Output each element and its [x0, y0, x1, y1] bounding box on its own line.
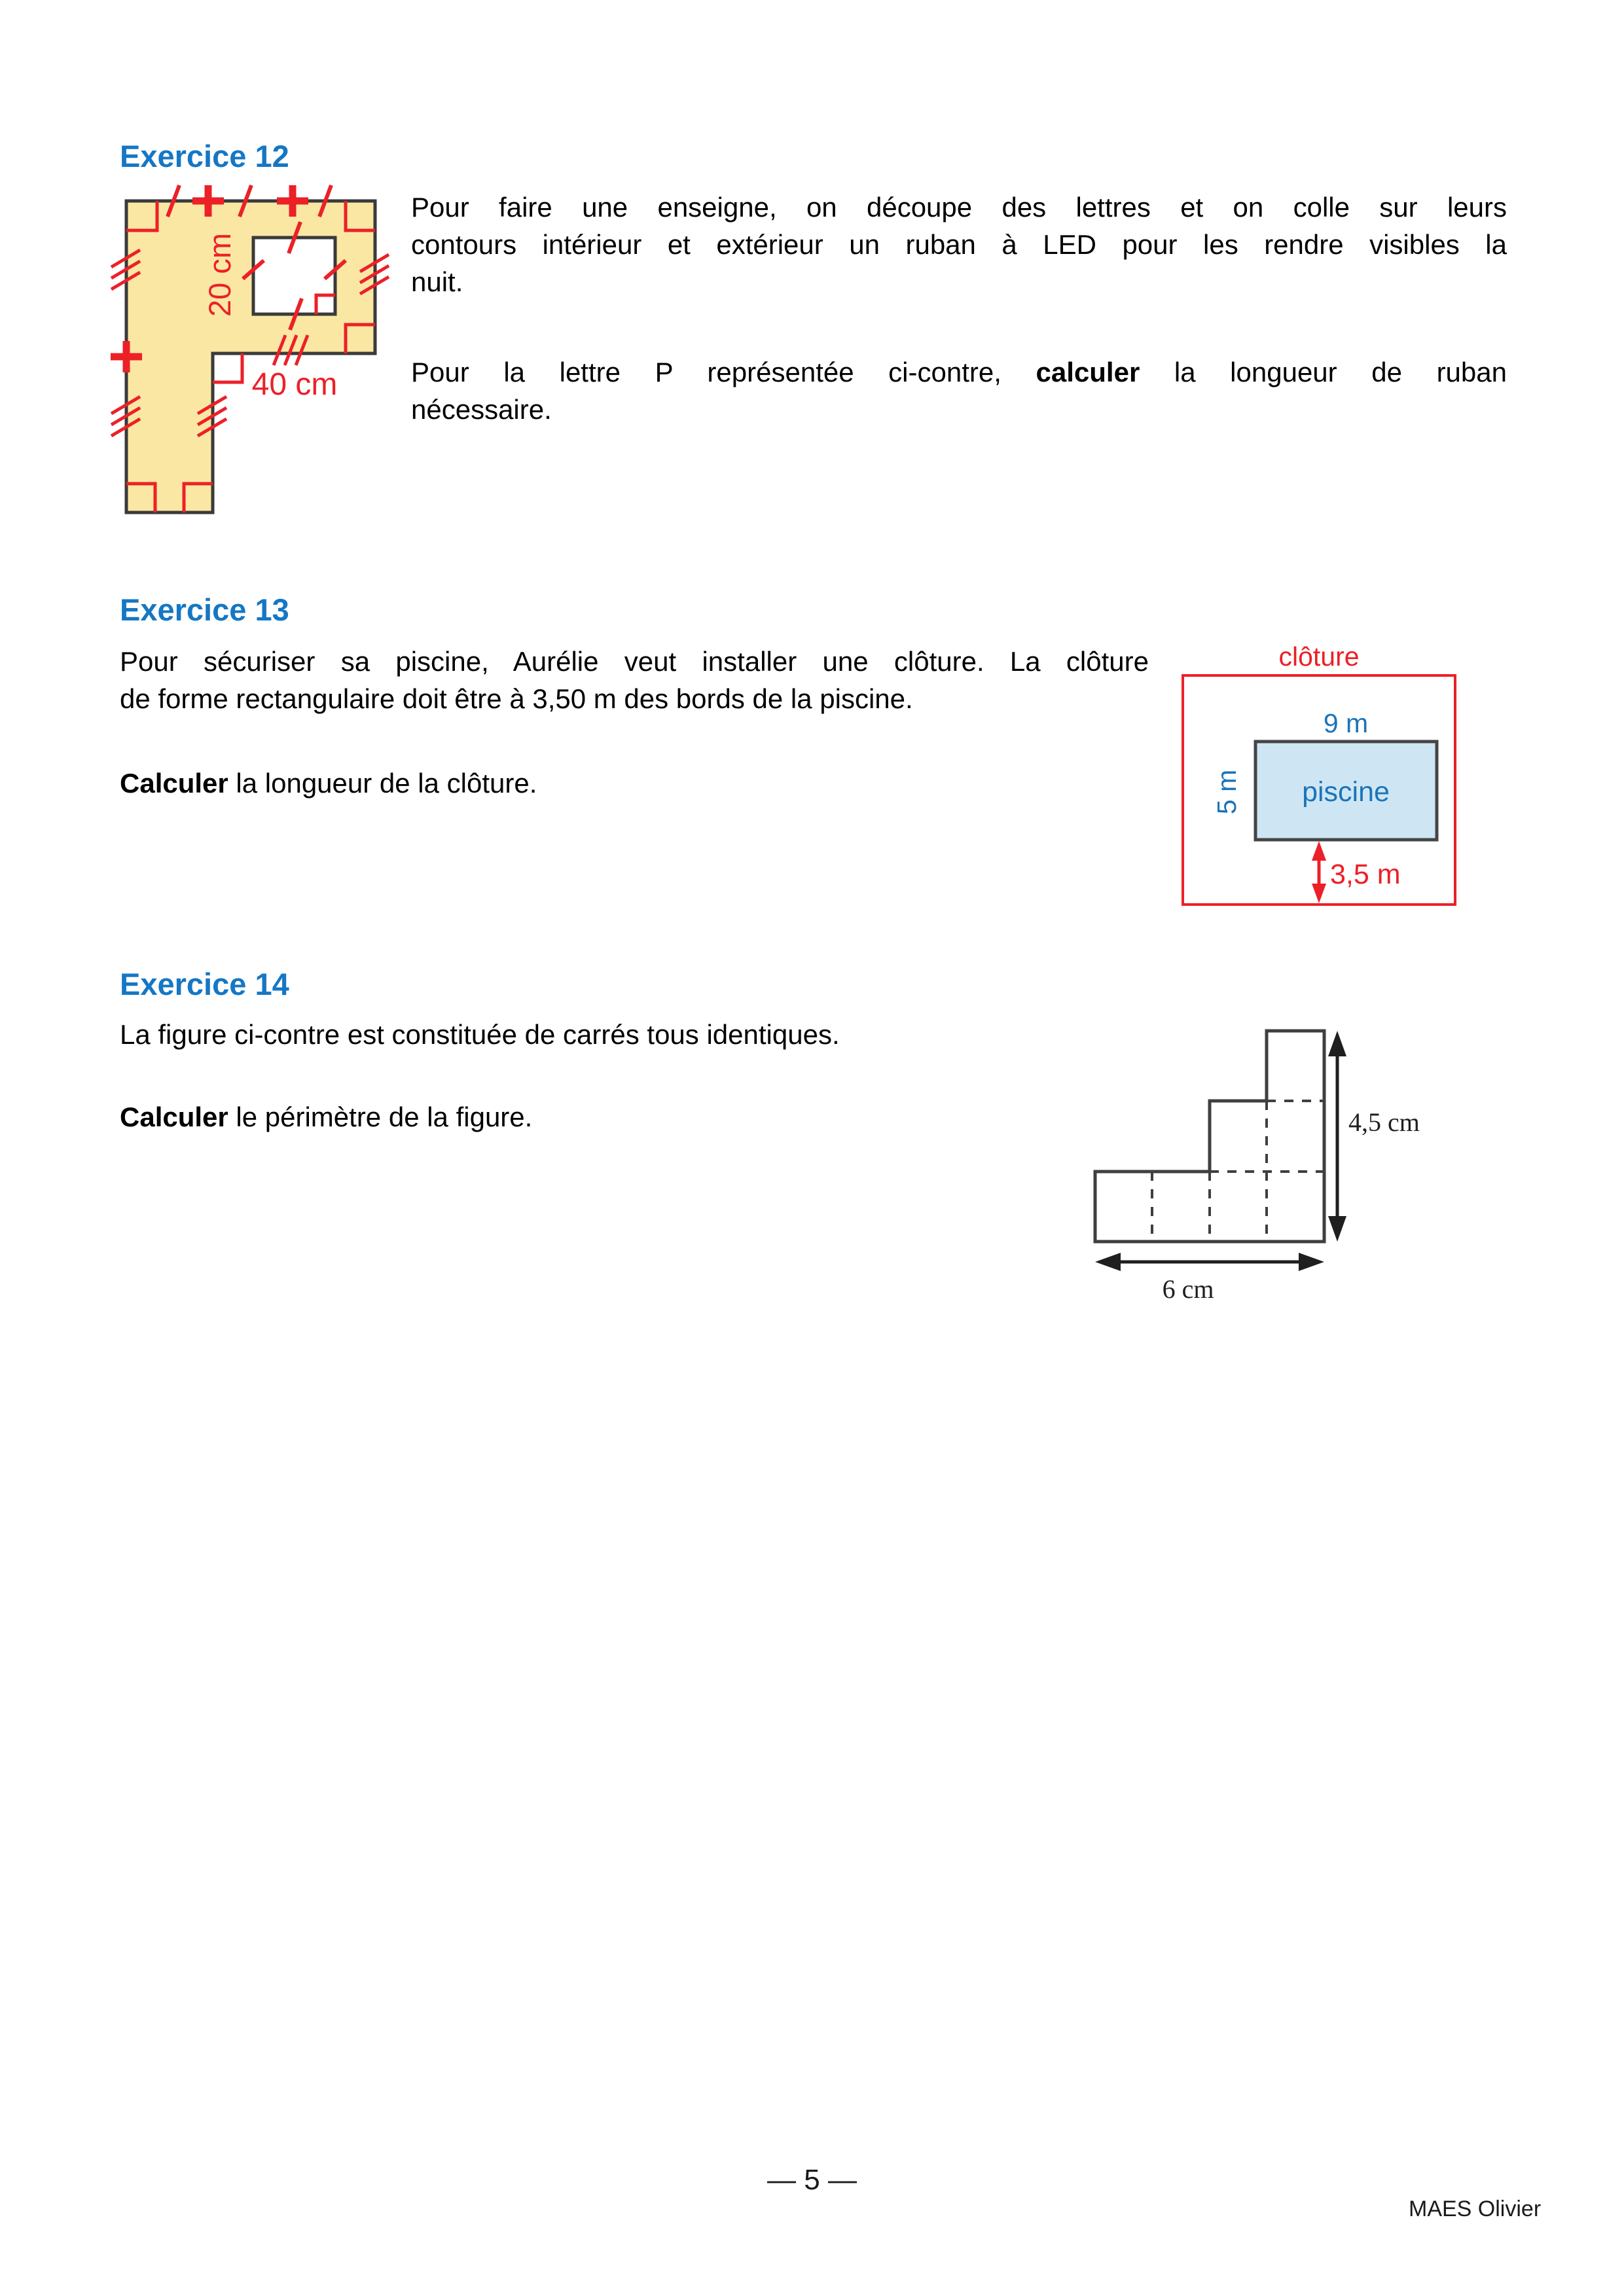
gap-label: 3,5 m [1330, 859, 1401, 890]
text-segment: la longueur de ruban [1140, 357, 1507, 387]
p-letter-figure [98, 171, 406, 538]
text-line [411, 353, 1507, 391]
text-segment: le périmètre de la figure. [228, 1102, 533, 1132]
exercise-13-task [120, 764, 537, 802]
pool-height-label: 5 m [1212, 769, 1242, 815]
exercise-14-task [120, 1098, 532, 1136]
exercise-14-title: Exercice 14 [120, 967, 289, 1001]
p-letter-notch-width-label: 40 cm [251, 367, 338, 402]
squares-staircase-figure [1080, 1011, 1434, 1312]
text-line: nécessaire. [411, 394, 552, 425]
exercise-14-paragraph-1: La figure ci-contre est constituée de carrés tous identiques. [120, 1019, 840, 1050]
exercise-12-paragraph-1 [411, 188, 1507, 300]
text-segment-bold: Calculer [120, 768, 228, 798]
gap-arrow [1312, 841, 1326, 903]
p-letter-hole-height-label: 20 cm [202, 233, 237, 317]
text-segment: la longueur de la clôture. [228, 768, 537, 798]
text-line: contours intérieur et extérieur un ruban à LED pour les rendre visibles la [411, 229, 1507, 260]
exercise-12-title: Exercice 12 [120, 139, 289, 173]
width-arrow [1095, 1253, 1324, 1271]
page-number: — 5 — [767, 2164, 857, 2196]
exercise-12-paragraph-2 [411, 353, 1507, 428]
staircase-width-label: 6 cm [1162, 1274, 1214, 1304]
height-arrow [1328, 1031, 1346, 1242]
text-line: nuit. [411, 266, 463, 297]
text-line: de forme rectangulaire doit être à 3,50 m des bords de la piscine. [120, 683, 913, 714]
author-name: MAES Olivier [1409, 2197, 1542, 2221]
staircase-height-label: 4,5 cm [1348, 1107, 1420, 1137]
pool-width-label: 9 m [1323, 708, 1369, 738]
fence-label: clôture [1278, 641, 1360, 672]
p-letter-outline [126, 201, 375, 512]
text-line: Pour faire une enseigne, on découpe des lettres et on colle sur leurs [411, 192, 1507, 223]
text-segment-bold: calculer [1036, 357, 1140, 387]
exercise-13-paragraph-1 [120, 643, 1149, 717]
pool-label: piscine [1302, 776, 1390, 808]
text-line: Pour sécuriser sa piscine, Aurélie veut installer une clôture. La clôture [120, 646, 1149, 677]
text-segment: Pour la lettre P représentée ci-contre, [411, 357, 1036, 387]
pool-fence-figure [1172, 632, 1466, 913]
text-segment-bold: Calculer [120, 1102, 228, 1132]
p-letter-hole [253, 238, 335, 314]
exercise-13-title: Exercice 13 [120, 592, 289, 627]
